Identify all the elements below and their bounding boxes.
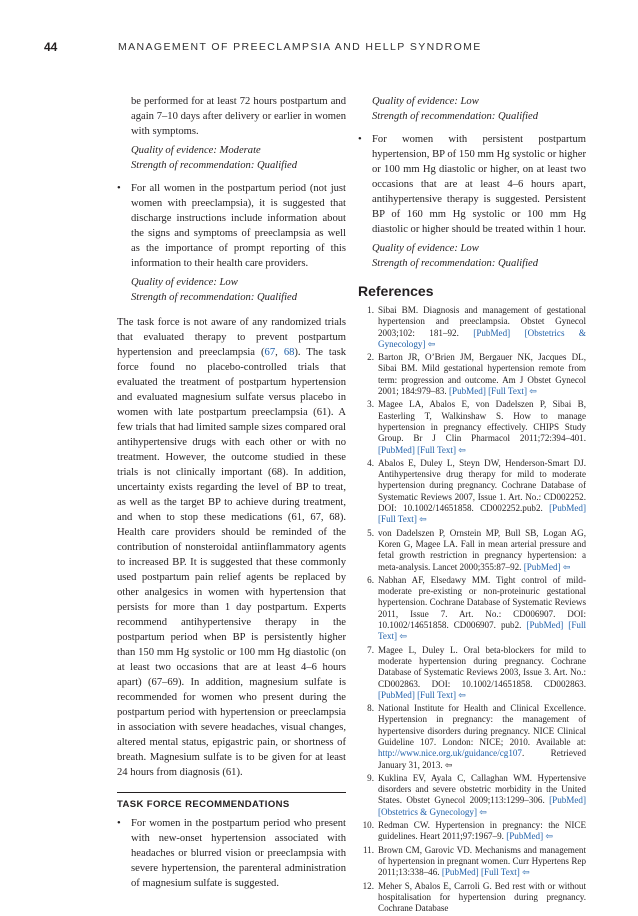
citation-link-68[interactable]: 68 [283,347,295,358]
reference-text: National Institute for Health and Clinical Excellence. Hypertension in pregnancy: the management of hypertensive disorders during pregnancy. NICE Clinical Guideline 107. London: NICE; 2010. Available at: [378,703,586,747]
right-column [358,94,586,916]
reference-text: Barton JR, O’Brien JM, Bergauer NK, Jacques DL, Sibai BM. Mild gestational hypertension remote from term: progression and outcome. Am J Obstet Gynecol 2001; 184:979–83. [378,352,586,397]
recommendation-bullet [358,132,586,237]
reference-text: Magee L, Duley L. Oral beta-blockers for mild to moderate hypertension during pregnancy. Cochrane Database of Systematic Reviews 2003, Issue 3. Art. No.: CD002863. DOI: 10.1002/14651858. CD002863. [378,644,586,689]
evidence-label: Quality of evidence: Low [372,96,479,107]
reference-list [358,305,586,914]
recommendation-bullet [117,816,346,891]
reference-item [358,881,586,915]
paragraph-text: The task force is not aware of any randomized trials that evaluated therapy to prevent postpartum hypertension and preeclampsia ( [117,317,346,358]
reference-number: 6. [367,574,374,585]
reference-links[interactable]: [PubMed] ⇦ [523,561,571,572]
strength-label: Strength of recommendation: Qualified [372,111,539,122]
task-force-box [117,792,346,891]
reference-number: 3. [367,399,374,410]
reference-text: von Dadelszen P, Ornstein MP, Bull SB, Logan AG, Koren G, Magee LA. Fall in mean arterial pressure and fetal growth restriction in pregnancy hypertension: a meta-analysis. Lancet 2000;355:87–92. [378,527,586,572]
reference-text: Nabhan AF, Elsedawy MM. Tight control of mild-moderate pre-existing or non-proteinuric gestational hypertension. Cochrane Database of Systematic Reviews 2011, Issue 7. Art. No.: CD006907. DOI: 10.1002/14651858. CD006907. pub2. [378,574,586,631]
reference-number: 2. [367,352,374,363]
reference-links[interactable]: [PubMed] [Full Text] ⇦ [378,444,466,455]
strength-label: Strength of recommendation: Qualified [372,258,539,269]
reference-text: Meher S, Abalos E, Carroli G. Bed rest with or without hospitalisation for hypertension during pregnancy. Cochrane Database [378,880,586,914]
page-number: 44 [44,40,58,54]
reference-number: 1. [367,305,374,315]
reference-links[interactable]: [PubMed] [Full Text] ⇦ [441,867,530,878]
reference-number: 8. [367,703,374,714]
reference-number: 5. [367,527,374,538]
running-title: MANAGEMENT OF PREECLAMPSIA AND HELLP SYNDROME [118,41,482,53]
evidence-label: Quality of evidence: Low [372,243,479,254]
evidence-label: Quality of evidence: Low [131,277,238,288]
bullet-icon: • [117,183,121,194]
reference-item [358,845,586,879]
bullet-icon: • [358,134,362,145]
reference-number: 4. [367,457,374,468]
reference-links[interactable]: [PubMed] [Full Text] ⇦ [378,620,586,642]
bullet-text: For women in the postpartum period who present with new-onset hypertension associated with headaches or blurred vision or preeclampsia with severe hypertension, the parenteral administration of magnesium sulfate is suggested. [131,818,346,889]
bullet-text: For all women in the postpartum period (not just women with preeclampsia), it is suggested that discharge instructions include information about the signs and symptoms of preeclampsia as well as the importance of prompt reporting of this information to their health care providers. [131,183,346,269]
continued-text: be performed for at least 72 hours postpartum and again 7–10 days after delivery or earlier in women with symptoms. [131,96,346,137]
reference-number: 11. [362,844,374,855]
reference-item [358,773,586,818]
reference-item [358,399,586,455]
bullet-icon: • [117,818,121,829]
quality-block-4 [358,241,586,271]
reference-item [358,703,586,771]
reference-links[interactable]: [PubMed] [Full Text] ⇦ [448,386,537,397]
reference-item [358,528,586,573]
task-force-heading: TASK FORCE RECOMMENDATIONS [117,799,290,810]
reference-text: . Retrieved January 31, 2013. ⇦ [378,748,586,770]
recommendation-bullet [117,181,346,271]
quality-block-2 [117,275,346,305]
reference-item [358,645,586,701]
quality-block-1 [117,143,346,173]
left-column [117,94,346,891]
reference-item [358,352,586,397]
paragraph-text: ). The task force found no placebo-controlled trials that evaluated the treatment of postpartum hypertension and evaluated magnesium sulfate versus placebo in women with late postpartum preeclampsia (61). A few trials that had limited sample sizes compared oral antihypertensive drugs with each other or with no treatment. However, the outcome studied in these trials is not clinically important (68). In addition, uncertainty exists regarding the level of BP to treat, as well as the target BP to achieve during treatment, and when to stop these medications (61, 67, 68). Health care providers should be reminded of the contribution of nonsteroidal antiinflammatory agents to increased BP. It is suggested that these commonly used postpartum pain relief agents be replaced by other analgesics in women with hypertension that persists for more than 1 day postpartum. Experts recommend antihypertensive therapy in the postpartum period when BP is persistently higher than 150 mm Hg systolic or 100 mm Hg diastolic (on at least two occasions that are at least 4–6 hours apart) (67–69). In addition, magnesium sulfate is recommended for women who present during the postpartum period with hypertension or preeclampsia in association with severe headaches, visual changes, altered mental status, epigastric pain, or shortness of breath. Magnesium sulfate is to be given for at least 24 hours from diagnosis (61). [117,347,346,778]
reference-item [358,458,586,526]
reference-links[interactable]: [PubMed] [Full Text] ⇦ [378,689,466,700]
evidence-label: Quality of evidence: Moderate [131,145,261,156]
reference-text: Redman CW. Hypertension in pregnancy: the NICE guidelines. Heart 2011;97:1967–9. [378,820,586,842]
paragraph-text: , [275,347,284,358]
reference-item [358,575,586,643]
reference-item [358,305,586,350]
reference-number: 7. [367,644,374,655]
reference-links[interactable]: [PubMed] [Obstetrics & Gynecology] ⇦ [378,327,586,349]
reference-links[interactable]: [PubMed] ⇦ [506,831,553,842]
reference-text: Magee LA, Abalos E, von Dadelszen P, Sibai B, Easterling T, Walkinshaw S. How to manage hypertension in pregnancy effectively. CHIPS Study Group. Br J Clin Pharmacol 2011;72:394–401. [378,399,586,444]
reference-number: 12. [362,880,374,891]
strength-label: Strength of recommendation: Qualified [131,292,298,303]
reference-number: 10. [362,820,374,831]
body-paragraph [117,315,346,780]
reference-links[interactable]: [PubMed] [Obstetrics & Gynecology] ⇦ [378,795,586,817]
reference-text: Kuklina EV, Ayala C, Callaghan WM. Hypertensive disorders and severe obstetric morbidity in the United States. Obstet Gynecol 2009;113:1299–306. [378,772,586,806]
citation-link-67[interactable]: 67 [264,347,276,358]
reference-links[interactable]: [PubMed] [Full Text] ⇦ [378,503,586,525]
strength-label: Strength of recommendation: Qualified [131,160,298,171]
reference-number: 9. [367,772,374,783]
references-heading: References [358,283,434,299]
reference-text: Sibai BM. Diagnosis and management of gestational hypertension and preeclampsia. Obstet Gynecol 2003;102: 181–92. [378,305,586,338]
reference-text: Abalos E, Duley L, Steyn DW, Henderson-Smart DJ. Antihypertensive drug therapy for mild to moderate hypertension during pregnancy. Cochrane Database of Systematic Reviews 2007, Issue 1. Art. No.: CD002252. DOI: 10.1002/14651858. CD002252.pub2. [378,457,586,514]
reference-text: Brown CM, Garovic VD. Mechanisms and management of hypertension in pregnant women. Curr Hypertens Rep 2011;13:338–46. [378,844,586,878]
quality-block-3 [358,94,586,124]
reference-links[interactable]: http://www.nice.org.uk/guidance/cg107 [378,748,522,759]
reference-item [358,820,586,843]
bullet-text: For women with persistent postpartum hypertension, BP of 150 mm Hg systolic or higher or 100 mm Hg diastolic or higher, on at least two occasions that are at least 4–6 hours apart, antihypertensive therapy is suggested. Persistent BP of 160 mm Hg systolic or 100 mm Hg diastolic or higher should be treated within 1 hour. [372,134,586,235]
